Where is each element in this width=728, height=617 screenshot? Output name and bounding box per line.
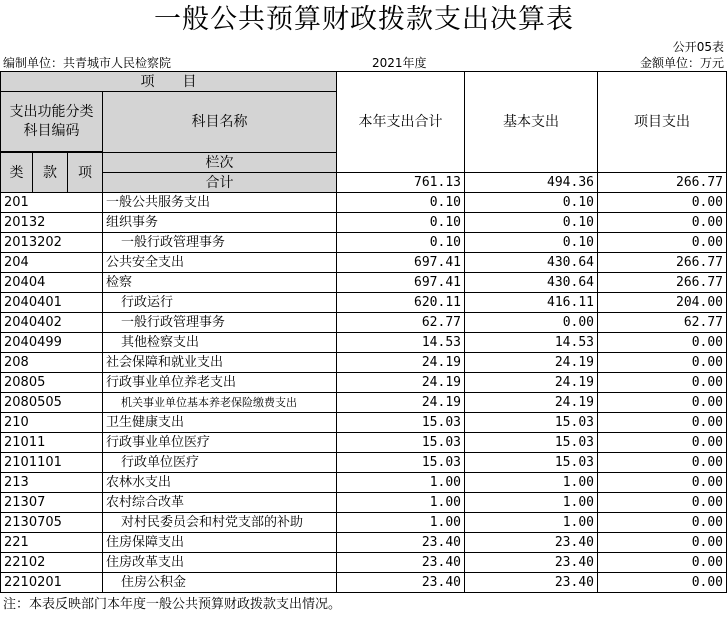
table-row [1, 393, 727, 413]
table-row [1, 553, 727, 573]
amount-total: 1.00 [337, 473, 465, 493]
subject-name: 行政事业单位养老支出 [103, 373, 337, 393]
subject-code: 2040401 [1, 293, 103, 313]
amount-total: 697.41 [337, 273, 465, 293]
subject-name: 住房改革支出 [103, 553, 337, 573]
amount-project: 0.00 [598, 353, 727, 373]
subject-code: 201 [1, 193, 103, 213]
amount-basic: 15.03 [465, 453, 598, 473]
amount-project: 62.77 [598, 313, 727, 333]
subject-name: 一般行政管理事务 [103, 233, 337, 253]
amount-total: 24.19 [337, 393, 465, 413]
subject-name: 其他检察支出 [103, 333, 337, 353]
amount-project: 0.00 [598, 333, 727, 353]
amount-basic: 24.19 [465, 393, 598, 413]
table-row [1, 333, 727, 353]
subject-code: 22102 [1, 553, 103, 573]
table-row [1, 453, 727, 473]
subject-name: 农林水支出 [103, 473, 337, 493]
amount-basic: 0.10 [465, 233, 598, 253]
amount-project: 0.00 [598, 413, 727, 433]
total-label: 合计 [103, 173, 337, 193]
table-row [1, 573, 727, 593]
amount-project: 0.00 [598, 493, 727, 513]
amount-project: 0.00 [598, 533, 727, 553]
amount-total: 15.03 [337, 413, 465, 433]
unit-label: 金额单位：万元 [639, 56, 724, 70]
amount-basic: 1.00 [465, 513, 598, 533]
amount-basic: 15.03 [465, 433, 598, 453]
subject-code: 2040402 [1, 313, 103, 333]
subject-code: 2013202 [1, 233, 103, 253]
table-row [1, 253, 727, 273]
subject-code: 20132 [1, 213, 103, 233]
amount-project: 0.00 [598, 233, 727, 253]
amount-total: 23.40 [337, 553, 465, 573]
subject-code: 221 [1, 533, 103, 553]
amount-total: 0.10 [337, 213, 465, 233]
subject-code: 213 [1, 473, 103, 493]
amount-project: 0.00 [598, 433, 727, 453]
amount-basic: 0.10 [465, 213, 598, 233]
header-project: 项目支出 [598, 72, 727, 173]
amount-basic: 0.10 [465, 193, 598, 213]
amount-basic: 15.03 [465, 413, 598, 433]
subject-code: 2080505 [1, 393, 103, 413]
subject-code: 20404 [1, 273, 103, 293]
header-kuan: 款 [33, 153, 68, 193]
table-row [1, 293, 727, 313]
subject-name: 一般公共服务支出 [103, 193, 337, 213]
amount-project: 266.77 [598, 253, 727, 273]
table-row [1, 193, 727, 213]
subject-code: 210 [1, 413, 103, 433]
amount-project: 0.00 [598, 213, 727, 233]
amount-total: 24.19 [337, 373, 465, 393]
subject-name: 对村民委员会和村党支部的补助 [103, 513, 337, 533]
amount-basic: 430.64 [465, 273, 598, 293]
header-basic: 基本支出 [465, 72, 598, 173]
subject-name: 组织事务 [103, 213, 337, 233]
amount-project: 204.00 [598, 293, 727, 313]
subject-name: 公共安全支出 [103, 253, 337, 273]
amount-total: 15.03 [337, 433, 465, 453]
header-item: 项 目 [1, 72, 337, 92]
amount-basic: 1.00 [465, 493, 598, 513]
subject-name: 检察 [103, 273, 337, 293]
amount-total: 23.40 [337, 573, 465, 593]
footnote: 注：本表反映部门本年度一般公共预算财政拨款支出情况。 [3, 597, 342, 612]
table-row [1, 473, 727, 493]
amount-total: 620.11 [337, 293, 465, 313]
header-total: 本年支出合计 [337, 72, 465, 173]
subject-code: 20805 [1, 373, 103, 393]
subject-name: 住房保障支出 [103, 533, 337, 553]
expenditure-table [0, 71, 727, 593]
year-label: 2021年度 [372, 56, 427, 70]
amount-project: 0.00 [598, 453, 727, 473]
amount-basic: 14.53 [465, 333, 598, 353]
subject-name: 社会保障和就业支出 [103, 353, 337, 373]
total-basic: 494.36 [465, 173, 598, 193]
header-func-code: 支出功能分类科目编码 [1, 92, 103, 152]
amount-total: 24.19 [337, 353, 465, 373]
amount-basic: 24.19 [465, 353, 598, 373]
amount-total: 1.00 [337, 493, 465, 513]
amount-total: 62.77 [337, 313, 465, 333]
org-label: 编制单位：共青城市人民检察院 [3, 56, 172, 70]
amount-basic: 23.40 [465, 553, 598, 573]
subject-name: 机关事业单位基本养老保险缴费支出 [103, 393, 337, 413]
subject-code: 2101101 [1, 453, 103, 473]
amount-total: 14.53 [337, 333, 465, 353]
amount-basic: 416.11 [465, 293, 598, 313]
amount-basic: 0.00 [465, 313, 598, 333]
table-row [1, 493, 727, 513]
total-project: 266.77 [598, 173, 727, 193]
amount-basic: 23.40 [465, 573, 598, 593]
subject-code: 21307 [1, 493, 103, 513]
subject-name: 卫生健康支出 [103, 413, 337, 433]
table-row [1, 233, 727, 253]
amount-total: 1.00 [337, 513, 465, 533]
amount-project: 0.00 [598, 513, 727, 533]
table-row [1, 273, 727, 293]
subject-name: 行政单位医疗 [103, 453, 337, 473]
table-row [1, 373, 727, 393]
subject-name: 一般行政管理事务 [103, 313, 337, 333]
table-row [1, 353, 727, 373]
table-row [1, 213, 727, 233]
amount-project: 0.00 [598, 373, 727, 393]
amount-basic: 430.64 [465, 253, 598, 273]
table-row [1, 513, 727, 533]
amount-total: 0.10 [337, 193, 465, 213]
header-subject-name: 科目名称 [103, 92, 337, 153]
subject-code: 2040499 [1, 333, 103, 353]
page-title: 一般公共预算财政拨款支出决算表 [154, 4, 574, 35]
amount-project: 0.00 [598, 553, 727, 573]
form-number: 公开05表 [672, 40, 724, 54]
header-xiang: 项 [68, 153, 103, 193]
subject-code: 21011 [1, 433, 103, 453]
amount-total: 0.10 [337, 233, 465, 253]
subject-name: 行政事业单位医疗 [103, 433, 337, 453]
subject-code: 2130705 [1, 513, 103, 533]
header-lei: 类 [1, 153, 33, 193]
subject-code: 208 [1, 353, 103, 373]
subject-name: 行政运行 [103, 293, 337, 313]
table-row [1, 433, 727, 453]
table-row [1, 533, 727, 553]
header-order: 栏次 [103, 153, 337, 173]
amount-project: 0.00 [598, 573, 727, 593]
amount-project: 266.77 [598, 273, 727, 293]
subject-code: 204 [1, 253, 103, 273]
table-row [1, 313, 727, 333]
subject-name: 住房公积金 [103, 573, 337, 593]
table-row [1, 413, 727, 433]
amount-project: 0.00 [598, 393, 727, 413]
amount-project: 0.00 [598, 193, 727, 213]
amount-total: 23.40 [337, 533, 465, 553]
total-sum: 761.13 [337, 173, 465, 193]
amount-basic: 1.00 [465, 473, 598, 493]
subject-name: 农村综合改革 [103, 493, 337, 513]
amount-project: 0.00 [598, 473, 727, 493]
amount-basic: 24.19 [465, 373, 598, 393]
amount-total: 15.03 [337, 453, 465, 473]
amount-basic: 23.40 [465, 533, 598, 553]
amount-total: 697.41 [337, 253, 465, 273]
subject-code: 2210201 [1, 573, 103, 593]
